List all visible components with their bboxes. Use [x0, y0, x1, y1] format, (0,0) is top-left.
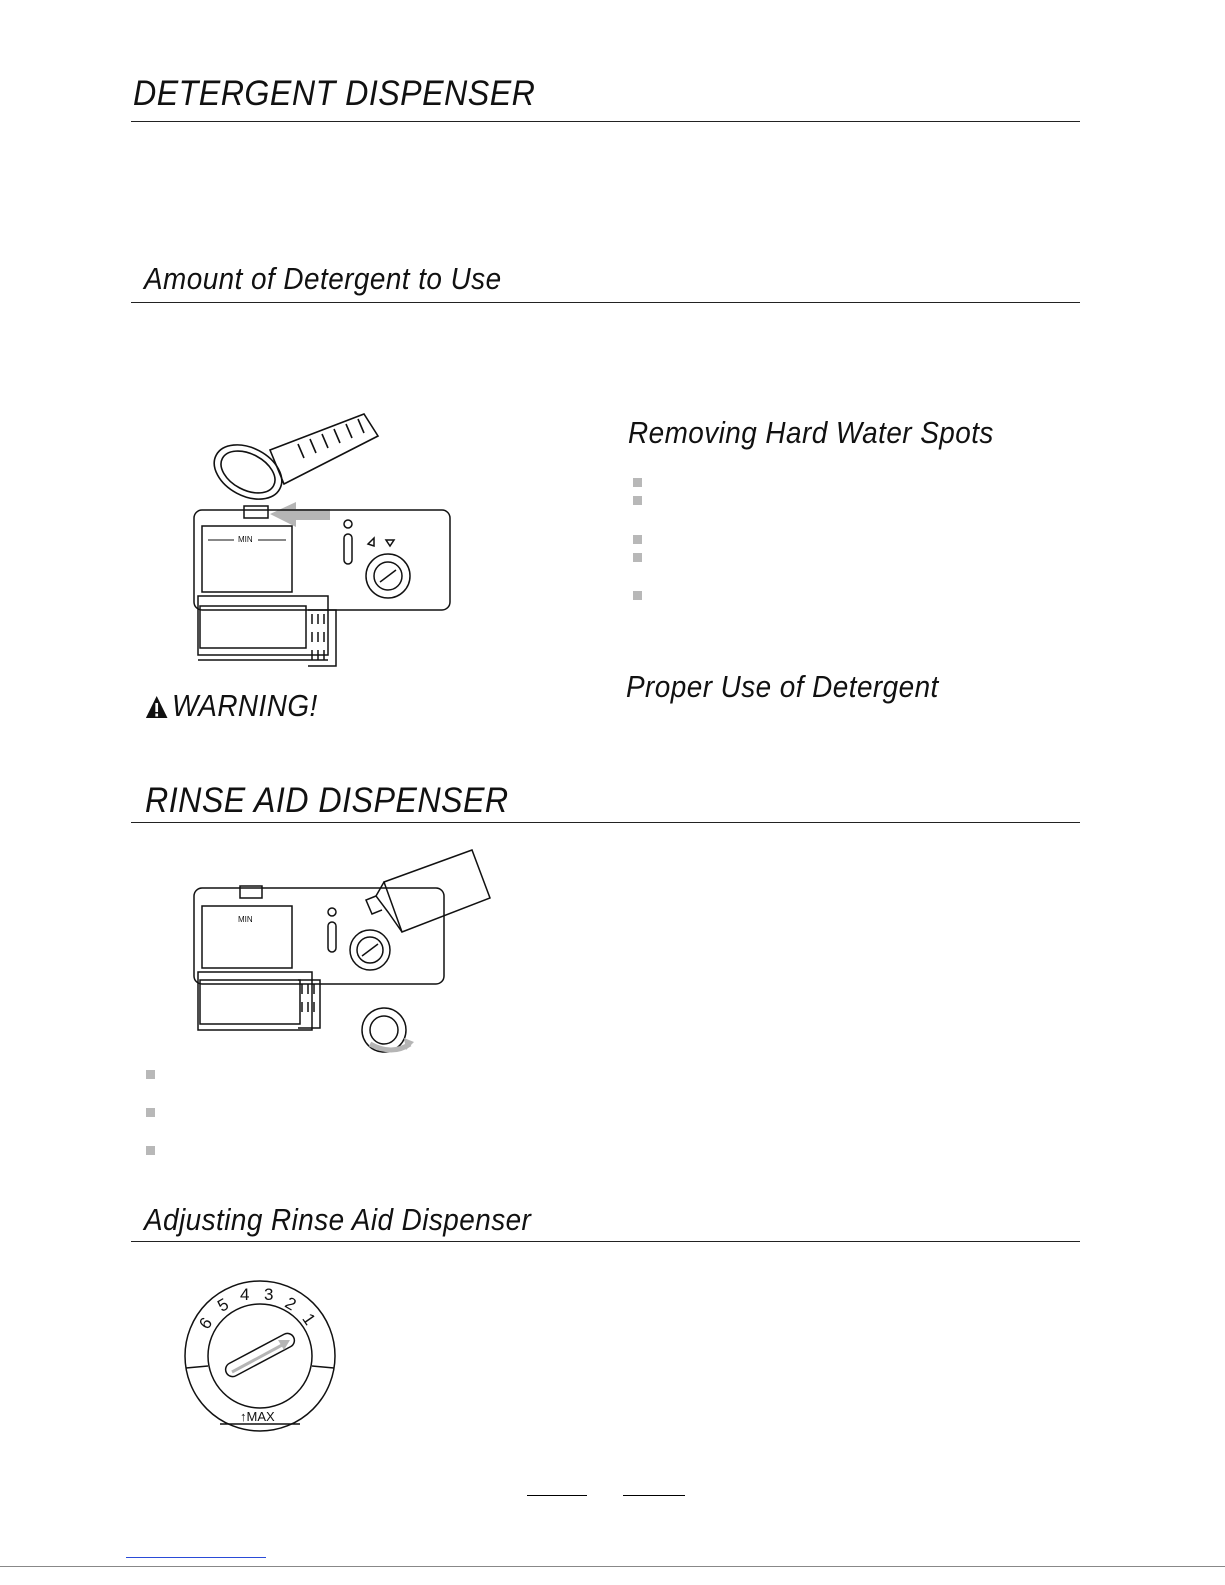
bullet-hard-water-5: [633, 591, 642, 600]
section-heading-hard-water: Removing Hard Water Spots: [628, 415, 994, 450]
section-heading-proper-use: Proper Use of Detergent: [626, 669, 939, 704]
dial-number-5: 5: [214, 1294, 233, 1316]
dial-number-4: 4: [240, 1285, 250, 1304]
section-rule-adjusting: [131, 1241, 1080, 1242]
bullet-rinse-3: [146, 1146, 155, 1155]
rinse-aid-dial-figure: [180, 1278, 345, 1438]
section-title-rinse-aid: RINSE AID DISPENSER: [145, 781, 509, 820]
bullet-hard-water-1: [633, 478, 642, 487]
dial-number-1: 1: [298, 1309, 320, 1329]
warning-triangle-icon: [145, 695, 168, 719]
dial-number-6: 6: [195, 1313, 217, 1333]
footer-link-underline: [126, 1557, 266, 1558]
footer-line-right: [623, 1495, 685, 1496]
rinse-aid-dispenser-figure: [188, 842, 498, 1057]
section-rule-rinse-aid: [131, 822, 1080, 823]
bullet-hard-water-2: [633, 496, 642, 505]
dial-max-label: ↑MAX: [240, 1409, 275, 1424]
warning-heading: [145, 688, 318, 724]
bullet-hard-water-4: [633, 553, 642, 562]
bullet-rinse-2: [146, 1108, 155, 1117]
dispenser-min-label: MIN: [238, 535, 253, 544]
rinse-dispenser-min-label: MIN: [238, 915, 253, 924]
warning-label: WARNING!: [172, 688, 318, 723]
bullet-rinse-1: [146, 1070, 155, 1079]
section-rule-amount: [131, 302, 1080, 303]
bullet-hard-water-3: [633, 535, 642, 544]
title-rule: [131, 121, 1080, 122]
section-heading-amount: Amount of Detergent to Use: [144, 261, 502, 296]
section-heading-adjusting: Adjusting Rinse Aid Dispenser: [144, 1202, 532, 1237]
page-bottom-rule: [0, 1566, 1225, 1567]
page-title: DETERGENT DISPENSER: [133, 74, 536, 113]
detergent-dispenser-figure: [188, 410, 468, 672]
dial-number-2: 2: [281, 1293, 300, 1315]
dial-number-3: 3: [264, 1285, 274, 1304]
footer-line-left: [527, 1495, 587, 1496]
